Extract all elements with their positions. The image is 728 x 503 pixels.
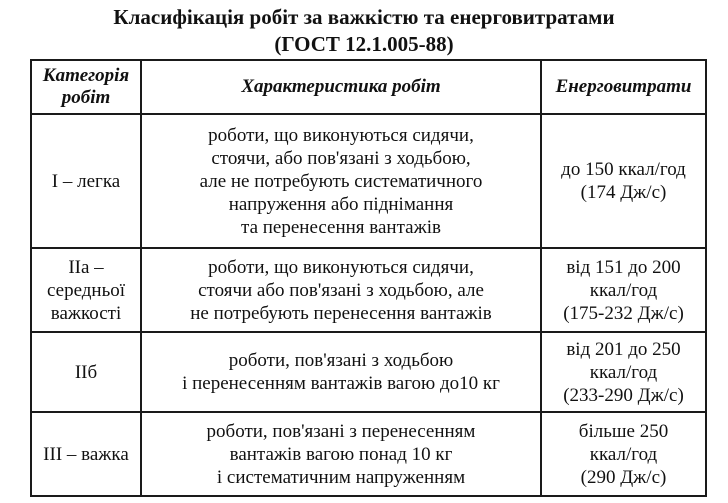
table-row [31, 248, 706, 332]
energy-cell: від 151 до 200 ккал/год (175-232 Дж/с) [541, 248, 706, 332]
energy-cell: більше 250 ккал/год (290 Дж/с) [541, 412, 706, 496]
characteristic-cell: роботи, пов'язані з ходьбою і перенесенням вантажів вагою до10 кг [141, 332, 541, 412]
table-row [31, 412, 706, 496]
characteristic-cell: роботи, що виконуються сидячи, стоячи, або пов'язані з ходьбою, але не потребують систематичного напруження або піднімання та перенесення вантажів [141, 114, 541, 248]
title-line-1: Класифікація робіт за важкістю та енерговитратами [113, 5, 615, 29]
header-characteristic: Характеристика робіт [141, 60, 541, 114]
category-cell: ІІІ – важка [31, 412, 141, 496]
classification-table [30, 59, 707, 497]
table-row [31, 114, 706, 248]
table-row [31, 332, 706, 412]
energy-cell: до 150 ккал/год (174 Дж/с) [541, 114, 706, 248]
category-cell: ІІа – середньої важкості [31, 248, 141, 332]
category-cell: І – легка [31, 114, 141, 248]
document-title [0, 4, 728, 58]
characteristic-cell: роботи, що виконуються сидячи, стоячи або пов'язані з ходьбою, але не потребують перенесення вантажів [141, 248, 541, 332]
table-header-row [31, 60, 706, 114]
header-energy: Енерговитрати [541, 60, 706, 114]
energy-cell: від 201 до 250 ккал/год (233-290 Дж/с) [541, 332, 706, 412]
category-cell: ІІб [31, 332, 141, 412]
title-line-2: (ГОСТ 12.1.005-88) [274, 32, 454, 56]
characteristic-cell: роботи, пов'язані з перенесенням вантажів вагою понад 10 кг і систематичним напруженням [141, 412, 541, 496]
header-category: Категорія робіт [31, 60, 141, 114]
